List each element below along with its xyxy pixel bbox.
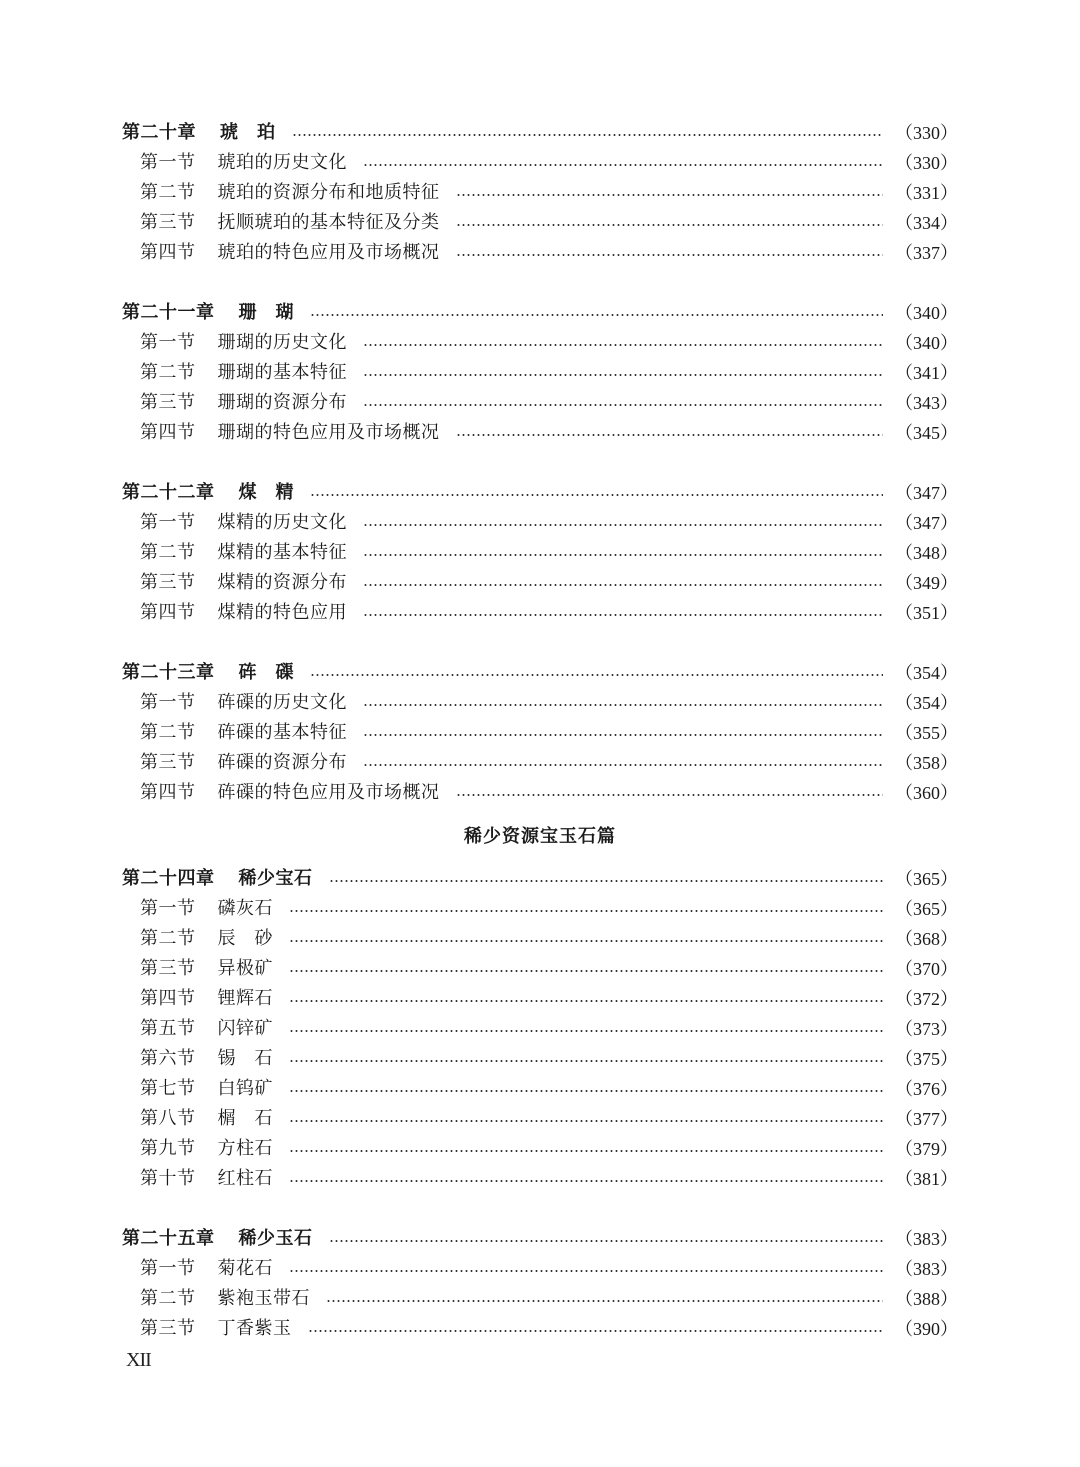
section-number: 第一节 [140,152,196,173]
toc-section-row[interactable] [122,1014,958,1044]
section-title: 珊瑚的特色应用及市场概况 [217,422,440,443]
dot-leader [289,1270,883,1272]
dot-leader [310,674,883,676]
toc-section-row[interactable] [122,238,958,268]
chapter-spacer [122,268,958,298]
dot-leader [310,494,883,496]
chapter-page-number: （365） [895,869,958,889]
section-page-number: （337） [895,243,958,263]
section-number: 第一节 [140,1258,196,1279]
dot-leader [289,1180,883,1182]
section-number: 第四节 [140,422,196,443]
dot-leader [292,134,884,136]
section-number: 第二节 [140,542,196,563]
toc-section-row[interactable] [122,328,958,358]
section-title: 砗磲的历史文化 [217,692,347,713]
section-title: 砗磲的资源分布 [217,752,347,773]
toc-section-row[interactable] [122,1164,958,1194]
toc-section-row[interactable] [122,388,958,418]
dot-leader [363,404,883,406]
toc-section-row[interactable] [122,924,958,954]
section-page-number: （349） [895,573,958,593]
section-title: 煤精的特色应用 [217,602,347,623]
chapter-page-number: （347） [895,483,958,503]
section-page-number: （365） [895,899,958,919]
section-title: 锂辉石 [217,988,273,1009]
toc-section-row[interactable] [122,894,958,924]
section-number: 第七节 [140,1078,196,1099]
dot-leader [363,374,883,376]
section-title: 珊瑚的基本特征 [217,362,347,383]
section-title: 煤精的基本特征 [217,542,347,563]
section-title: 琥珀的特色应用及市场概况 [217,242,440,263]
dot-leader [289,940,883,942]
toc-section-row[interactable] [122,1074,958,1104]
toc-section-row[interactable] [122,1134,958,1164]
section-number: 第三节 [140,1318,196,1339]
section-number: 第三节 [140,958,196,979]
dot-leader [289,1060,883,1062]
section-title: 闪锌矿 [217,1018,273,1039]
chapter-title: 煤 精 [238,482,294,503]
toc-section-row[interactable] [122,508,958,538]
section-number: 第三节 [140,752,196,773]
section-number: 第八节 [140,1108,196,1129]
section-title: 榍 石 [217,1108,273,1129]
section-title: 煤精的资源分布 [217,572,347,593]
dot-leader [289,1030,883,1032]
section-page-number: （370） [895,959,958,979]
toc-section-row[interactable] [122,1284,958,1314]
toc-section-row[interactable] [122,598,958,628]
dot-leader [289,1090,883,1092]
section-number: 第四节 [140,602,196,623]
section-page-number: （390） [895,1319,958,1339]
chapter-number: 第二十五章 [122,1228,215,1249]
dot-leader [363,704,883,706]
section-page-number: （379） [895,1139,958,1159]
section-number: 第二节 [140,182,196,203]
dot-leader [363,614,883,616]
dot-leader [289,1000,883,1002]
toc-section-row[interactable] [122,418,958,448]
section-page-number: （348） [895,543,958,563]
section-number: 第三节 [140,572,196,593]
section-number: 第三节 [140,392,196,413]
chapter-number: 第二十四章 [122,868,215,889]
section-number: 第九节 [140,1138,196,1159]
dot-leader [456,254,884,256]
toc-section-row[interactable] [122,748,958,778]
section-page-number: （347） [895,513,958,533]
chapter-title: 砗 磲 [238,662,294,683]
section-page-number: （373） [895,1019,958,1039]
section-page-number: （331） [895,183,958,203]
toc-section-row[interactable] [122,1044,958,1074]
section-title: 丁香紫玉 [217,1318,292,1339]
dot-leader [289,1150,883,1152]
toc-section-row[interactable] [122,568,958,598]
section-page-number: （351） [895,603,958,623]
section-page-number: （376） [895,1079,958,1099]
chapter-number: 第二十三章 [122,662,215,683]
toc-section-row[interactable] [122,688,958,718]
dot-leader [363,764,883,766]
toc-section-row[interactable] [122,1254,958,1284]
section-page-number: （368） [895,929,958,949]
dot-leader [310,314,883,316]
dot-leader [363,554,883,556]
section-title: 紫袍玉带石 [217,1288,310,1309]
chapter-title: 珊 瑚 [238,302,294,323]
section-page-number: （334） [895,213,958,233]
toc-section-row[interactable] [122,358,958,388]
toc-section-row[interactable] [122,178,958,208]
dot-leader [363,734,883,736]
dot-leader [326,1300,883,1302]
chapter-number: 第二十二章 [122,482,215,503]
section-page-number: （330） [895,153,958,173]
section-page-number: （354） [895,693,958,713]
chapter-page-number: （354） [895,663,958,683]
dot-leader [289,1120,883,1122]
chapter-page-number: （383） [895,1229,958,1249]
dot-leader [363,584,883,586]
chapter-spacer [122,1194,958,1224]
toc-section-row[interactable] [122,954,958,984]
section-number: 第五节 [140,1018,196,1039]
section-page-number: （340） [895,333,958,353]
chapter-number: 第二十章 [122,122,196,143]
section-title: 辰 砂 [217,928,273,949]
dot-leader [363,344,883,346]
section-page-number: （360） [895,783,958,803]
toc-section-row[interactable] [122,1314,958,1344]
section-page-number: （345） [895,423,958,443]
section-number: 第四节 [140,242,196,263]
section-number: 第一节 [140,692,196,713]
section-page-number: （372） [895,989,958,1009]
section-page-number: （375） [895,1049,958,1069]
section-title: 珊瑚的资源分布 [217,392,347,413]
section-number: 第一节 [140,512,196,533]
section-title: 琥珀的历史文化 [217,152,347,173]
section-title: 方柱石 [217,1138,273,1159]
section-number: 第二节 [140,1288,196,1309]
section-title: 异极矿 [217,958,273,979]
dot-leader [289,970,883,972]
chapter-page-number: （340） [895,303,958,323]
dot-leader [456,794,884,796]
dot-leader [289,910,883,912]
section-number: 第三节 [140,212,196,233]
toc-chapter-row[interactable] [122,658,958,688]
section-page-number: （377） [895,1109,958,1129]
section-title: 白钨矿 [217,1078,273,1099]
dot-leader [329,880,884,882]
toc-section-row[interactable] [122,538,958,568]
toc-section-row[interactable] [122,1104,958,1134]
section-title: 锡 石 [217,1048,273,1069]
chapter-spacer [122,628,958,658]
toc-chapter-row[interactable] [122,118,958,148]
chapter-page-number: （330） [895,123,958,143]
section-number: 第二节 [140,722,196,743]
section-page-number: （341） [895,363,958,383]
section-title: 琥珀的资源分布和地质特征 [217,182,440,203]
section-title: 菊花石 [217,1258,273,1279]
dot-leader [456,194,884,196]
section-number: 第一节 [140,332,196,353]
section-number: 第二节 [140,928,196,949]
chapter-title: 稀少宝石 [238,868,313,889]
section-title: 红柱石 [217,1168,273,1189]
chapter-title: 琥 珀 [220,122,276,143]
toc-section-row[interactable] [122,208,958,238]
toc-section-row[interactable] [122,718,958,748]
toc-section-row[interactable] [122,778,958,808]
page-number: XII [126,1349,151,1371]
toc-chapter-row[interactable] [122,864,958,894]
section-page-number: （358） [895,753,958,773]
section-page-number: （388） [895,1289,958,1309]
dot-leader [363,164,883,166]
section-page-number: （355） [895,723,958,743]
section-title: 砗磲的基本特征 [217,722,347,743]
section-number: 第四节 [140,782,196,803]
section-title: 砗磲的特色应用及市场概况 [217,782,440,803]
section-number: 第一节 [140,898,196,919]
dot-leader [363,524,883,526]
section-title: 煤精的历史文化 [217,512,347,533]
toc-section-row[interactable] [122,148,958,178]
section-page-number: （383） [895,1259,958,1279]
section-page-number: （381） [895,1169,958,1189]
dot-leader [308,1330,884,1332]
chapter-number: 第二十一章 [122,302,215,323]
chapter-title: 稀少玉石 [238,1228,313,1249]
dot-leader [456,224,884,226]
dot-leader [456,434,884,436]
section-number: 第四节 [140,988,196,1009]
part-heading: 稀少资源宝玉石篇 [464,826,616,847]
section-page-number: （343） [895,393,958,413]
chapter-spacer [122,448,958,478]
section-title: 磷灰石 [217,898,273,919]
toc-chapter-row[interactable] [122,298,958,328]
toc-chapter-row[interactable] [122,478,958,508]
toc-section-row[interactable] [122,984,958,1014]
section-title: 抚顺琥珀的基本特征及分类 [217,212,440,233]
section-number: 第六节 [140,1048,196,1069]
section-title: 珊瑚的历史文化 [217,332,347,353]
section-number: 第十节 [140,1168,196,1189]
section-number: 第二节 [140,362,196,383]
dot-leader [329,1240,884,1242]
toc-chapter-row[interactable] [122,1224,958,1254]
table-of-contents [122,118,958,1344]
